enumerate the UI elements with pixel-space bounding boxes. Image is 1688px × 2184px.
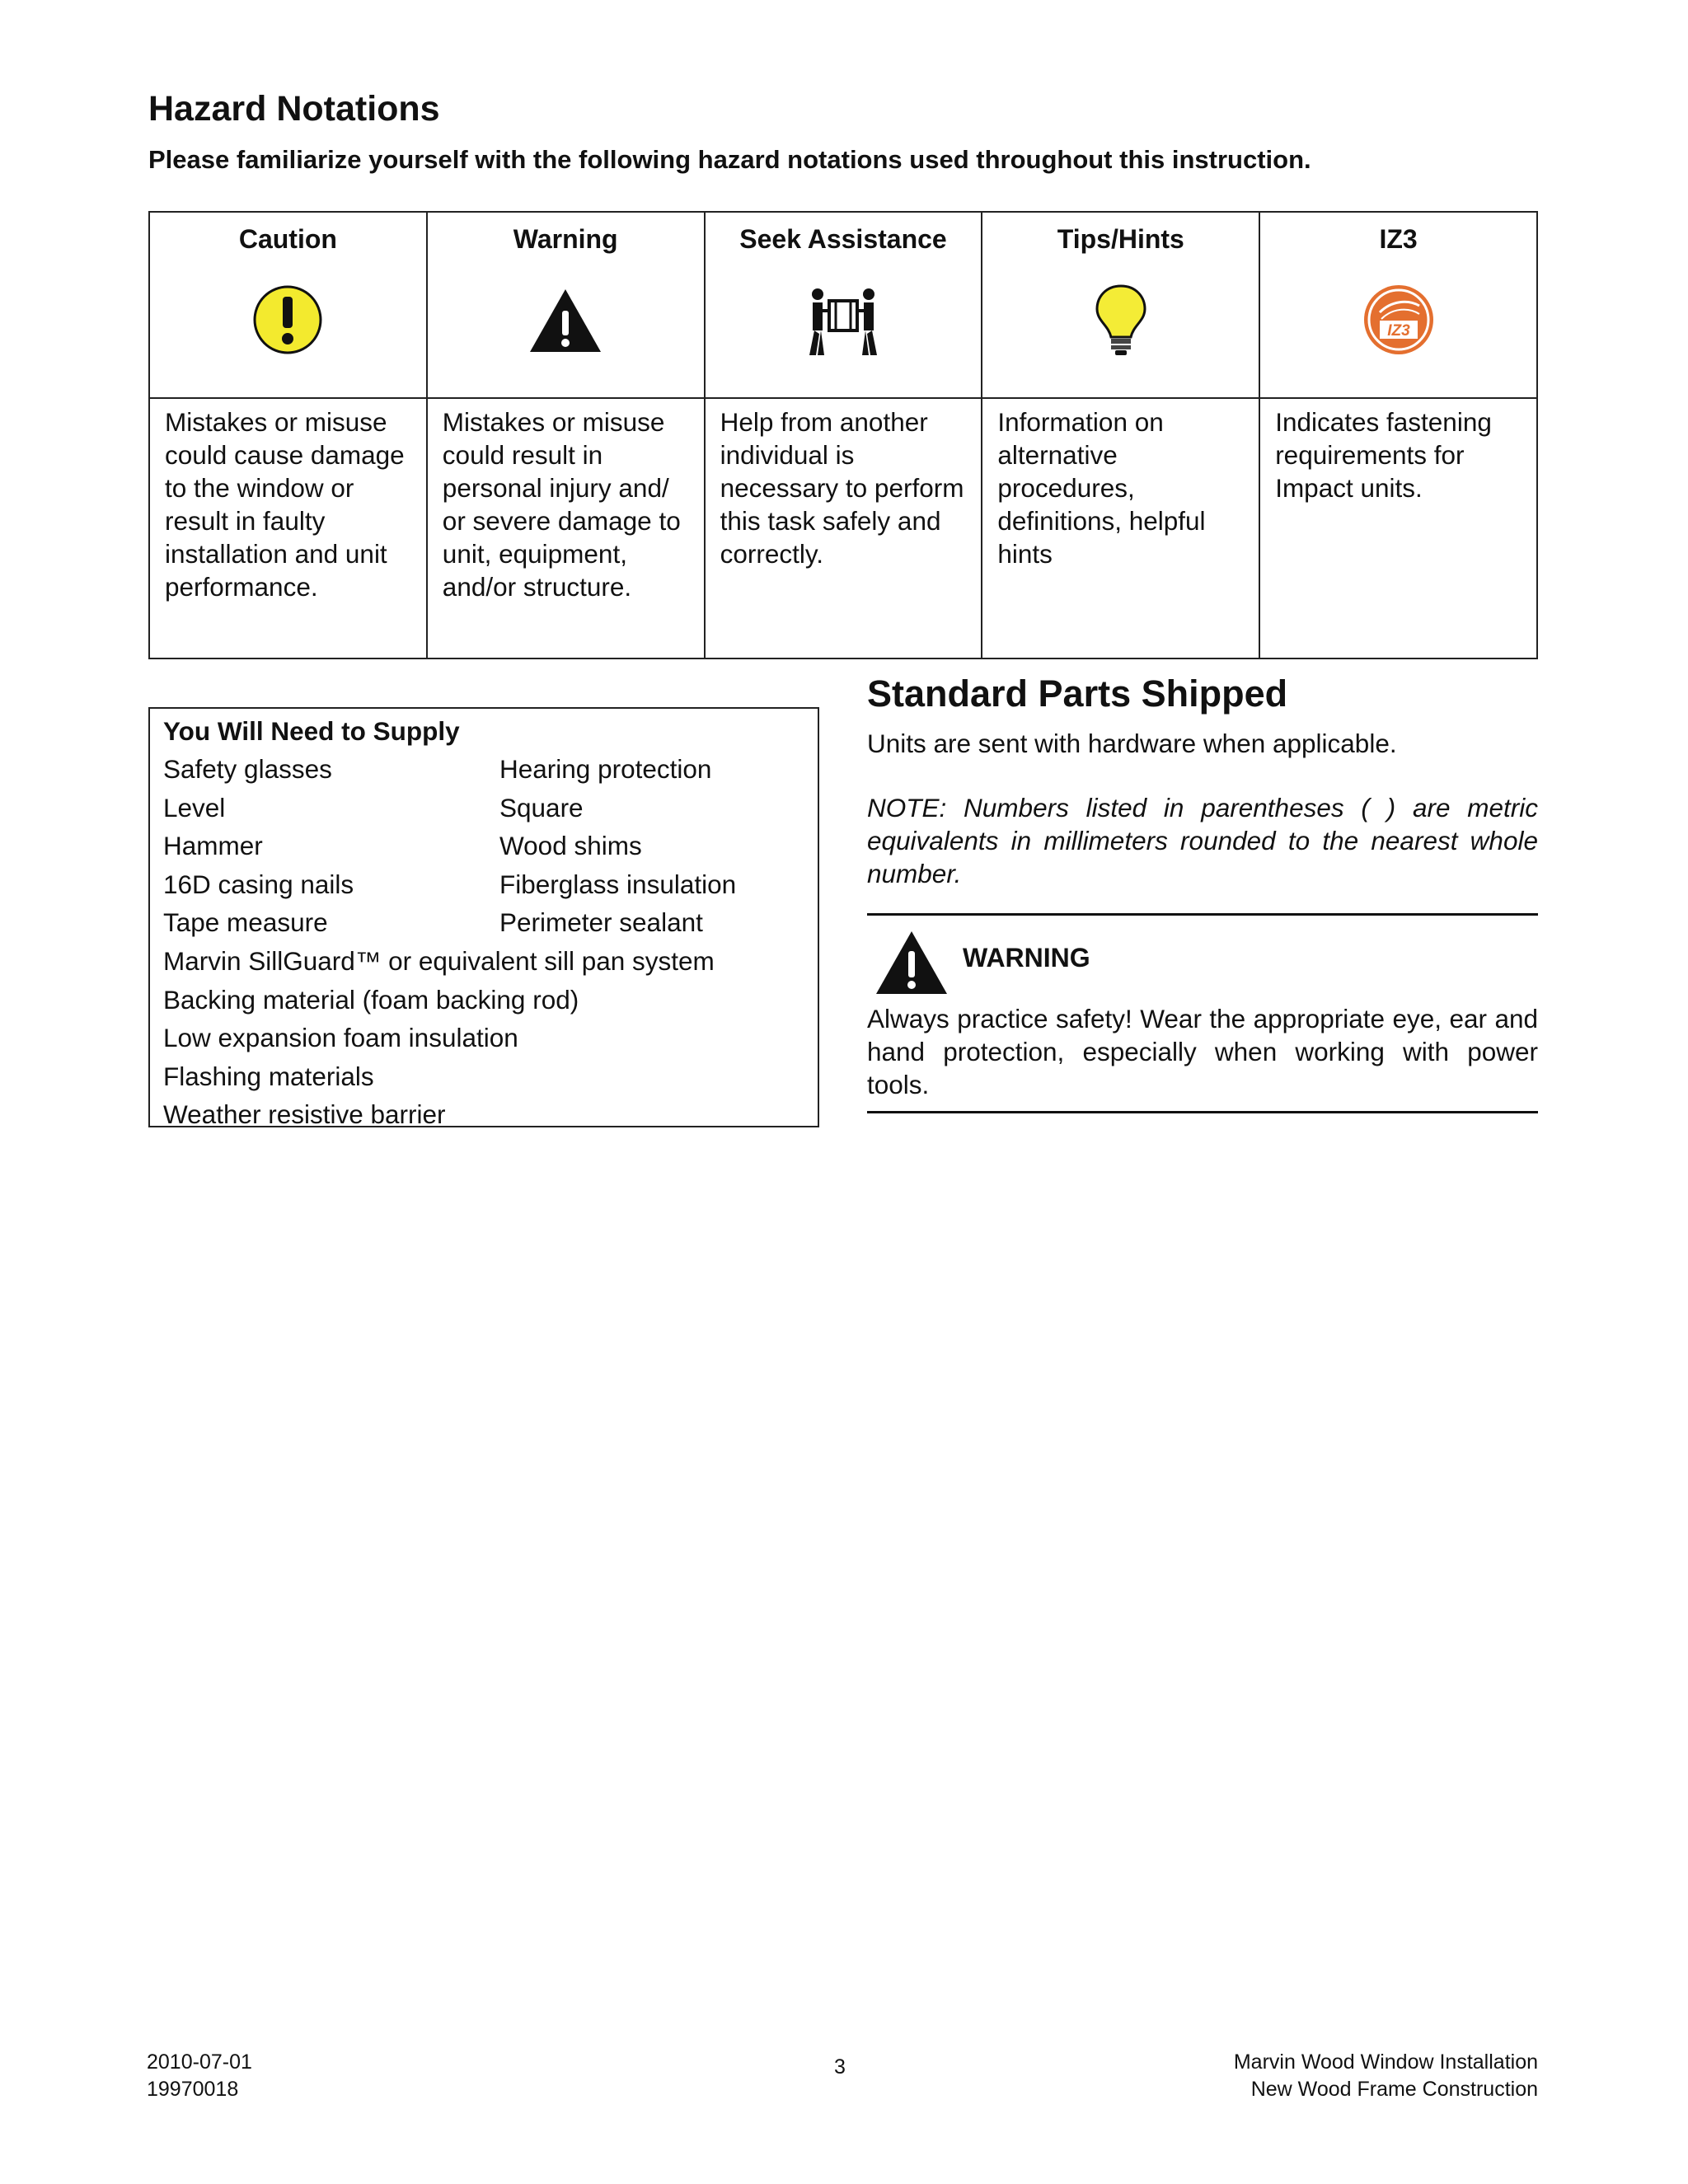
hazard-header-iz3 (1259, 212, 1537, 398)
page-number: 3 (834, 2055, 846, 2079)
parts-title: Standard Parts Shipped (867, 673, 1288, 715)
hazard-header-tips-hints (982, 212, 1259, 398)
supply-item: 16D casing nails (163, 869, 354, 899)
supply-item: Hammer (163, 831, 263, 861)
footer-date: 2010-07-01 (147, 2050, 252, 2074)
page-title: Hazard Notations (148, 89, 440, 129)
supply-list-full-rows (163, 942, 818, 1134)
supply-item: Fiberglass insulation (499, 869, 737, 899)
supply-item: Marvin SillGuard™ or equivalent sill pan system (163, 945, 715, 976)
hazard-label: IZ3 (1379, 224, 1418, 254)
hazard-header-warning (427, 212, 705, 398)
warning-top-rule (867, 913, 1538, 916)
warning-icon (528, 283, 603, 357)
supply-item: Backing material (foam backing rod) (163, 984, 579, 1015)
hazard-header-row (149, 212, 1537, 398)
footer-title-line1: Marvin Wood Window Installation (1233, 2050, 1538, 2074)
hazard-description-tips-hints: Information on alternative procedures, definitions, helpful hints (982, 398, 1259, 658)
footer-left (147, 2049, 252, 2103)
footer-right (1234, 2049, 1538, 2103)
iz3-logo-text: IZ3 (1386, 322, 1410, 340)
two-people-carrying-icon (806, 283, 880, 357)
supply-item: Square (499, 792, 584, 823)
hazard-description-seek-assistance: Help from another individual is necessary to perform this task safely and correctly. (705, 398, 982, 658)
hazard-label: Seek Assistance (739, 224, 947, 254)
supply-item: Weather resistive barrier (163, 1099, 446, 1130)
supply-item: Safety glasses (163, 754, 332, 784)
hazard-description-warning: Mistakes or misuse could result in personal injury and/ or severe damage to unit, equipment, and/or structure. (427, 398, 705, 658)
warning-bottom-rule (867, 1111, 1538, 1113)
parts-text: Units are sent with hardware when applicable. (867, 729, 1397, 758)
footer-doc-number: 19970018 (147, 2078, 239, 2101)
supply-item: Perimeter sealant (499, 907, 703, 938)
hazard-label: Caution (238, 224, 337, 254)
warning-header (867, 930, 1538, 996)
supply-item: Level (163, 792, 226, 823)
page-subtitle: Please familiarize yourself with the following hazard notations used throughout this instruction. (148, 145, 1311, 174)
caution-icon (251, 283, 325, 357)
warning-icon (875, 930, 948, 996)
hazard-description-row (149, 398, 1537, 658)
supply-item: Hearing protection (499, 754, 712, 784)
iz3-logo-icon (1362, 283, 1436, 357)
supply-item: Flashing materials (163, 1061, 374, 1091)
warning-label: WARNING (963, 943, 1090, 972)
hazard-header-seek-assistance (705, 212, 982, 398)
supply-item: Tape measure (163, 907, 328, 938)
supply-list-grid (163, 750, 818, 942)
supply-list-box (148, 707, 819, 1130)
hazard-description-caution: Mistakes or misuse could cause damage to the window or result in faulty installation and unit performance. (149, 398, 427, 658)
footer-title-line2: New Wood Frame Construction (1250, 2078, 1538, 2101)
supply-item: Low expansion foam insulation (163, 1023, 518, 1053)
hazard-label: Tips/Hints (1057, 224, 1184, 254)
lightbulb-icon (1084, 283, 1158, 357)
supply-list-title: You Will Need to Supply (163, 716, 460, 746)
warning-text: Always practice safety! Wear the appropriate eye, ear and hand protection, especially when working with power tools. (867, 1004, 1538, 1099)
hazard-header-caution (149, 212, 427, 398)
hazard-notations-table (148, 211, 1538, 659)
hazard-description-iz3: Indicates fastening requirements for Impact units. (1259, 398, 1537, 658)
metric-note: NOTE: Numbers listed in parentheses ( ) are metric equivalents in millimeters rounded to the nearest whole number. (867, 793, 1538, 888)
hazard-label: Warning (513, 224, 618, 254)
supply-item: Wood shims (499, 831, 642, 861)
